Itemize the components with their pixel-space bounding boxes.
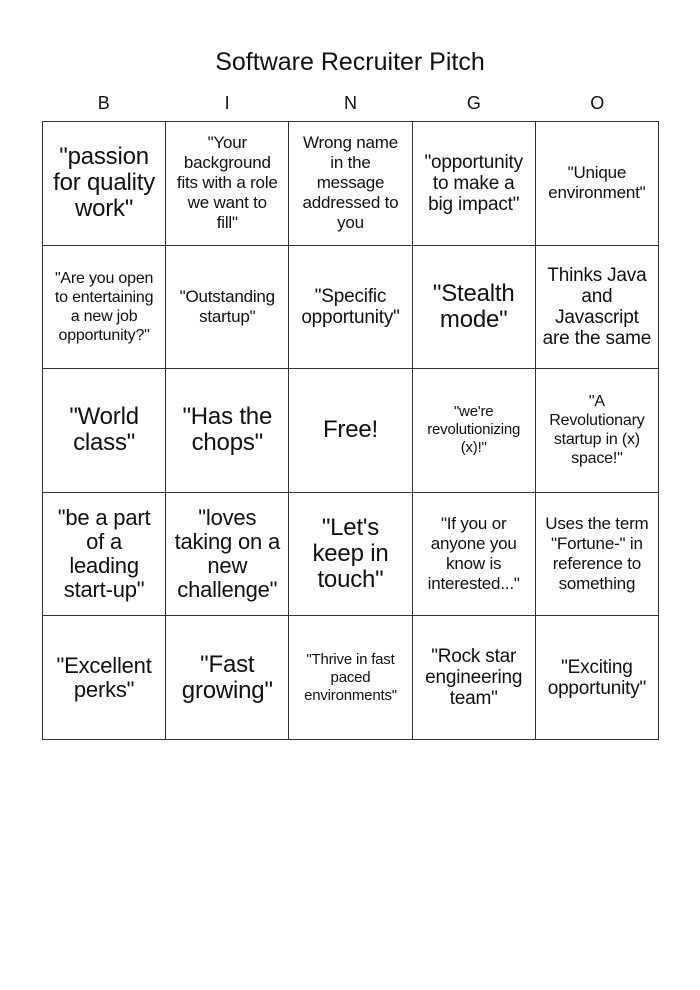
bingo-cell	[413, 493, 536, 617]
bingo-cell	[43, 616, 166, 740]
letter-i: I	[224, 93, 230, 113]
bingo-letters-header	[42, 90, 659, 116]
bingo-cell	[289, 246, 412, 370]
cell-text: "Are you open to entertaining a new job opportunity?"	[54, 269, 154, 344]
bingo-cell	[166, 369, 289, 493]
cell-text: Wrong name in the message addressed to you	[302, 133, 399, 233]
bingo-cell	[536, 493, 659, 617]
cell-text: "Fast growing"	[181, 650, 273, 704]
letter-g: G	[466, 93, 481, 113]
letter-n: N	[343, 93, 357, 113]
cell-text: "Exciting opportunity"	[547, 656, 647, 699]
cell-text: "Thrive in fast paced environments"	[304, 650, 397, 704]
letter-b: B	[97, 93, 110, 113]
bingo-cell	[536, 616, 659, 740]
letter-o: O	[590, 93, 605, 113]
bingo-cell	[413, 122, 536, 246]
bingo-cell	[413, 616, 536, 740]
cell-text: "If you or anyone you know is interested..."	[427, 514, 520, 594]
cell-text: "Outstanding startup"	[179, 286, 275, 326]
page-title: Software Recruiter Pitch	[215, 48, 485, 76]
bingo-cell	[413, 246, 536, 370]
bingo-grid	[42, 121, 659, 740]
cell-text: "loves taking on a new challenge"	[174, 505, 280, 603]
bingo-cell	[166, 493, 289, 617]
bingo-cell	[536, 369, 659, 493]
bingo-cell	[536, 246, 659, 370]
cell-text: Thinks Java and Javascript are the same	[542, 264, 652, 349]
bingo-cell	[166, 616, 289, 740]
cell-text: "Specific opportunity"	[301, 285, 400, 328]
cell-text: "Let's keep in touch"	[312, 514, 389, 594]
bingo-cell	[166, 122, 289, 246]
bingo-cell	[536, 122, 659, 246]
cell-text: "Excellent perks"	[56, 652, 152, 702]
bingo-cell	[289, 616, 412, 740]
cell-text: "opportunity to make a big impact"	[424, 151, 523, 215]
bingo-cell	[289, 493, 412, 617]
cell-text: "World class"	[69, 403, 139, 457]
cell-text: "we're revolutionizing (x)!"	[427, 403, 521, 457]
cell-text: Free!	[322, 416, 378, 444]
bingo-cell	[166, 246, 289, 370]
cell-text: "Your background fits with a role we want to fill"	[176, 133, 278, 233]
bingo-cell	[413, 369, 536, 493]
bingo-cell	[43, 122, 166, 246]
cell-text: "Has the chops"	[182, 403, 273, 457]
cell-text: "passion for quality work"	[53, 143, 156, 223]
bingo-cell	[289, 369, 412, 493]
cell-text: "be a part of a leading start-up"	[57, 505, 151, 603]
bingo-cell	[43, 369, 166, 493]
bingo-cell	[43, 493, 166, 617]
cell-text: "Unique environment"	[548, 163, 646, 203]
bingo-cell	[289, 122, 412, 246]
cell-text: Uses the term "Fortune-" in reference to something	[545, 514, 649, 594]
cell-text: "A Revolutionary startup in (x) space!"	[549, 393, 645, 468]
bingo-cell	[43, 246, 166, 370]
cell-text: "Stealth mode"	[432, 279, 515, 333]
cell-text: "Rock star engineering team"	[425, 646, 523, 710]
